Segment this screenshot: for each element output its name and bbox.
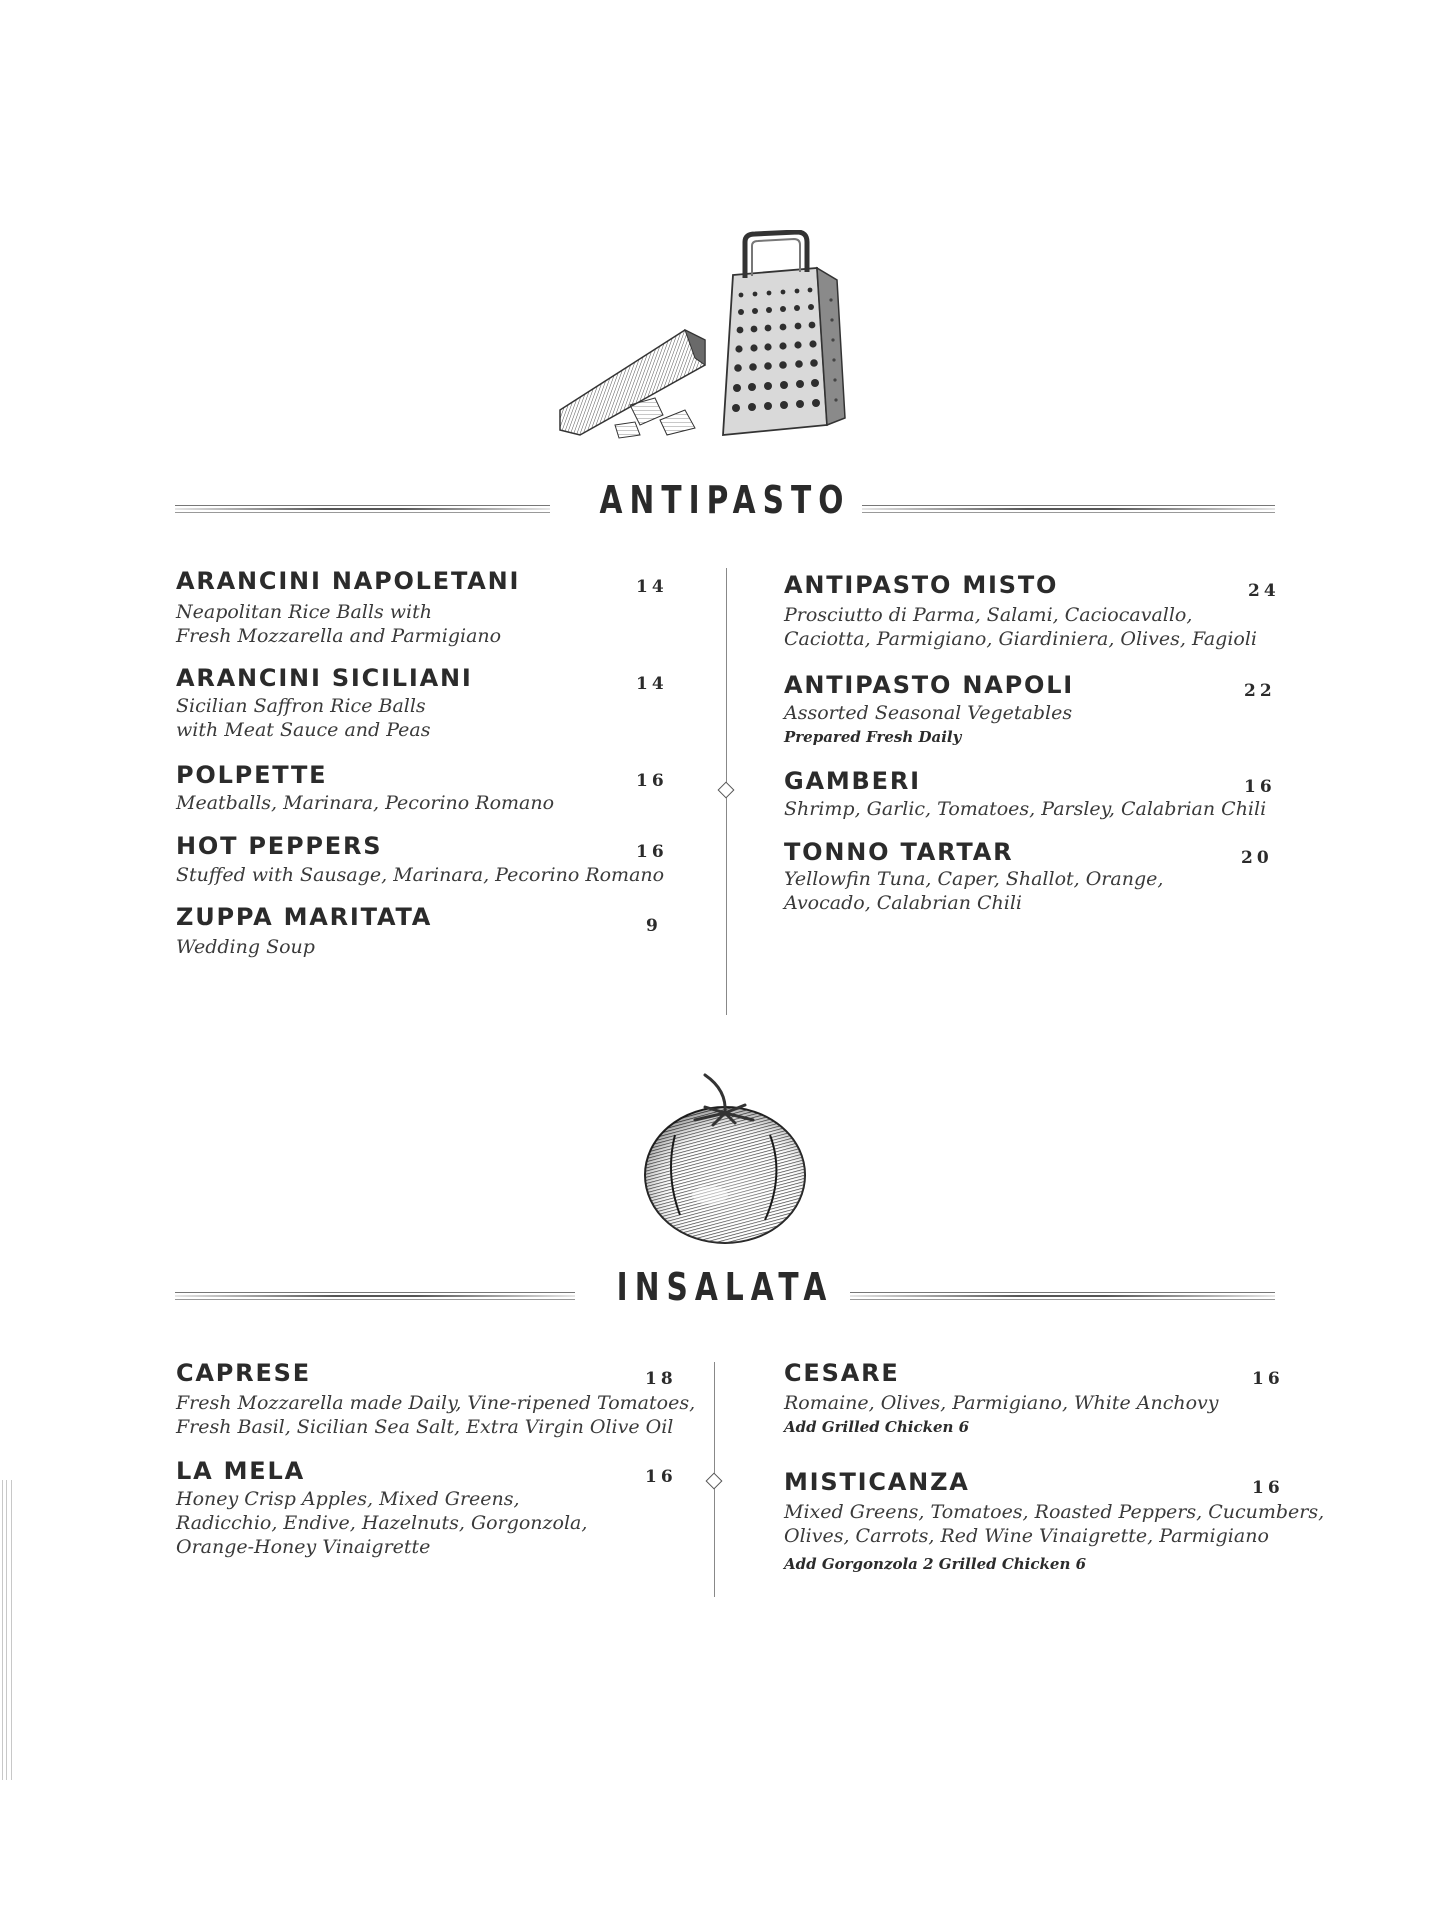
insalata-rule-right: [850, 1290, 1275, 1300]
item-price: 20: [1241, 848, 1273, 868]
item-description: Romaine, Olives, Parmigiano, White Anchovy: [784, 1392, 1219, 1414]
item-note: Add Gorgonzola 2 Grilled Chicken 6: [784, 1555, 1087, 1573]
item-price: 16: [1252, 1478, 1284, 1498]
item-price: 16: [1244, 777, 1276, 797]
item-price: 14: [636, 577, 668, 597]
item-description: Stuffed with Sausage, Marinara, Pecorino Romano: [176, 864, 665, 886]
item-name: ARANCINI NAPOLETANI: [176, 567, 521, 595]
divider-diamond: [706, 1473, 723, 1490]
item-name: LA MELA: [176, 1457, 305, 1485]
item-name: TONNO TARTAR: [784, 838, 1014, 866]
item-price: 16: [636, 771, 668, 791]
scan-edge-lines: [2, 1480, 14, 1780]
item-name: ZUPPA MARITATA: [176, 903, 433, 931]
antipasto-rule-right: [862, 503, 1275, 513]
item-price: 22: [1244, 681, 1276, 701]
item-name: ARANCINI SICILIANI: [176, 664, 473, 692]
item-description: Assorted Seasonal Vegetables: [784, 702, 1073, 724]
item-description: Prosciutto di Parma, Salami, Caciocavallo, Caciotta, Parmigiano, Giardiniera, Olives, Fagioli: [784, 604, 1257, 650]
item-name: ANTIPASTO NAPOLI: [784, 671, 1075, 699]
section-title-insalata: INSALATA: [616, 1265, 834, 1309]
item-price: 16: [645, 1467, 677, 1487]
item-note: Add Grilled Chicken 6: [784, 1418, 970, 1436]
item-price: 18: [645, 1369, 677, 1389]
item-name: CAPRESE: [176, 1359, 311, 1387]
item-price: 24: [1248, 581, 1280, 601]
item-price: 16: [1252, 1369, 1284, 1389]
item-price: 14: [636, 674, 668, 694]
item-description: Sicilian Saffron Rice Balls with Meat Sauce and Peas: [176, 695, 431, 741]
item-name: ANTIPASTO MISTO: [784, 571, 1059, 599]
item-name: CESARE: [784, 1359, 900, 1387]
item-price: 9: [646, 916, 662, 936]
item-description: Honey Crisp Apples, Mixed Greens, Radicchio, Endive, Hazelnuts, Gorgonzola, Orange-Honey Vinaigrette: [176, 1488, 588, 1558]
item-description: Meatballs, Marinara, Pecorino Romano: [176, 792, 555, 814]
item-description: Mixed Greens, Tomatoes, Roasted Peppers, Cucumbers, Olives, Carrots, Red Wine Vinaigrette, Parmigiano: [784, 1501, 1325, 1547]
item-note: Prepared Fresh Daily: [784, 728, 962, 746]
item-description: Yellowfin Tuna, Caper, Shallot, Orange, Avocado, Calabrian Chili: [784, 868, 1164, 914]
cheese-grater-illustration: [555, 230, 855, 450]
tomato-illustration: [635, 1065, 815, 1245]
item-price: 16: [636, 842, 668, 862]
item-name: GAMBERI: [784, 767, 921, 795]
item-name: MISTICANZA: [784, 1468, 970, 1496]
item-name: POLPETTE: [176, 761, 328, 789]
item-description: Wedding Soup: [176, 936, 315, 958]
item-description: Fresh Mozzarella made Daily, Vine-ripened Tomatoes, Fresh Basil, Sicilian Sea Salt, Extra Virgin Olive Oil: [176, 1392, 696, 1438]
item-description: Neapolitan Rice Balls with Fresh Mozzarella and Parmigiano: [176, 601, 502, 647]
divider-diamond: [718, 782, 735, 799]
item-description: Shrimp, Garlic, Tomatoes, Parsley, Calabrian Chili: [784, 798, 1267, 820]
section-title-antipasto: ANTIPASTO: [599, 478, 851, 522]
item-name: HOT PEPPERS: [176, 832, 383, 860]
